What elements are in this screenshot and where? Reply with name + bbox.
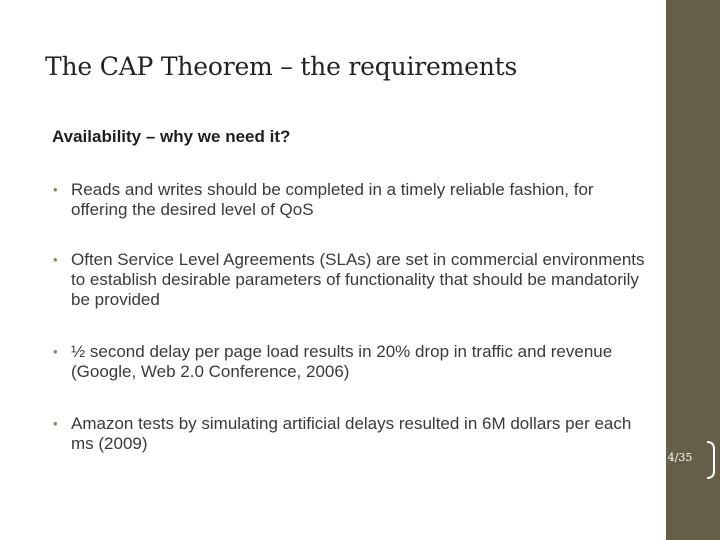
slide-subtitle: Availability – why we need it? bbox=[52, 127, 291, 146]
bullet-text: ½ second delay per page load results in 20% drop in traffic and revenue (Google, Web 2.0 Conference, 2006) bbox=[71, 342, 613, 381]
bullet-item bbox=[53, 342, 653, 382]
bullet-list bbox=[53, 180, 653, 484]
bullet-marker-icon: • bbox=[53, 416, 58, 431]
bullet-item bbox=[53, 180, 653, 220]
bullet-text: Reads and writes should be completed in a timely reliable fashion, for offering the desired level of QoS bbox=[71, 180, 594, 219]
bullet-marker-icon: • bbox=[53, 344, 58, 359]
bullet-marker-icon: • bbox=[53, 182, 58, 197]
bullet-text: Amazon tests by simulating artificial delays resulted in 6M dollars per each ms (2009) bbox=[71, 414, 632, 453]
bullet-item bbox=[53, 250, 653, 310]
bullet-marker-icon: • bbox=[53, 252, 58, 267]
bullet-item bbox=[53, 414, 653, 454]
page-number: 14/35 bbox=[660, 451, 693, 464]
page-number-badge bbox=[637, 440, 716, 480]
bullet-text: Often Service Level Agreements (SLAs) are set in commercial environments to establish desirable parameters of functionality that should be mandatorily be provided bbox=[71, 250, 645, 309]
slide-title: The CAP Theorem – the requirements bbox=[45, 52, 518, 81]
